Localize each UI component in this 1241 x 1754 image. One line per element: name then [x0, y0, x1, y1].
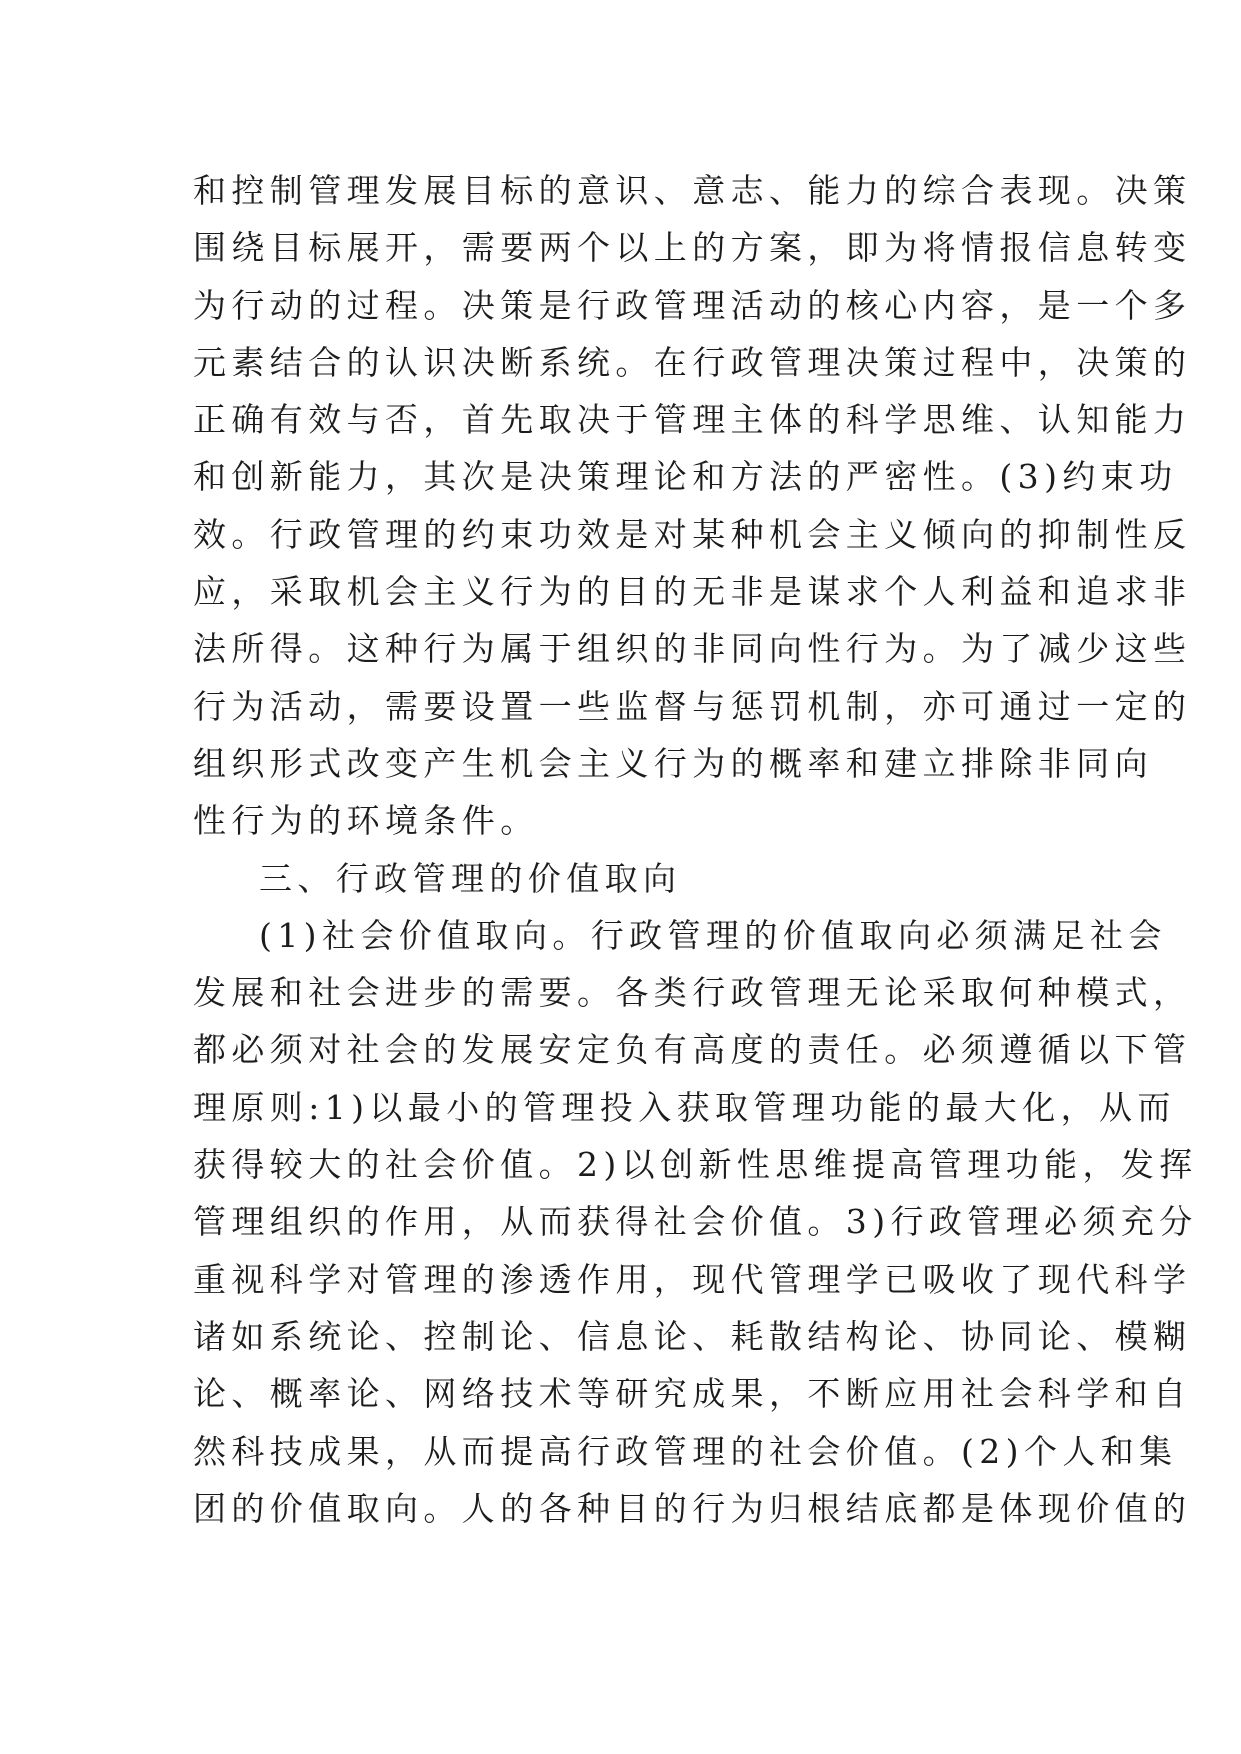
text-line: 效。行政管理的约束功效是对某种机会主义倾向的抑制性反	[193, 514, 1192, 554]
text-line: 诸如系统论、控制论、信息论、耗散结构论、协同论、模糊	[193, 1316, 1192, 1356]
text-line: 理原则:1)以最小的管理投入获取管理功能的最大化，从而	[193, 1087, 1176, 1127]
text-line: 和控制管理发展目标的意识、意志、能力的综合表现。决策	[193, 171, 1192, 210]
paragraph-decision-constraint	[193, 162, 1192, 850]
text-line: (1)社会价值取向。行政管理的价值取向必须满足社会	[259, 915, 1167, 955]
text-line: 围绕目标展开，需要两个以上的方案，即为将情报信息转变	[193, 228, 1192, 268]
text-line: 团的价值取向。人的各种目的行为归根结底都是体现价值的	[193, 1488, 1192, 1528]
text-line: 发展和社会进步的需要。各类行政管理无论采取何种模式，	[193, 973, 1192, 1013]
text-line: 和创新能力，其次是决策理论和方法的严密性。(3)约束功	[193, 457, 1178, 497]
text-line: 正确有效与否，首先取决于管理主体的科学思维、认知能力	[193, 400, 1192, 440]
text-line: 重视科学对管理的渗透作用，现代管理学已吸收了现代科学	[193, 1259, 1192, 1299]
text-line: 然科技成果，从而提高行政管理的社会价值。(2)个人和集	[193, 1431, 1178, 1471]
text-line: 为行动的过程。决策是行政管理活动的核心内容，是一个多	[193, 285, 1192, 325]
text-line: 管理组织的作用，从而获得社会价值。3)行政管理必须充分	[193, 1202, 1198, 1242]
text-line: 法所得。这种行为属于组织的非同向性行为。为了减少这些	[193, 629, 1192, 669]
section-heading: 三、行政管理的价值取向	[259, 858, 682, 898]
text-line: 行为活动，需要设置一些监督与惩罚机制，亦可通过一定的	[193, 686, 1192, 726]
text-line: 性行为的环境条件。	[193, 801, 539, 841]
text-line: 应，采取机会主义行为的目的无非是谋求个人利益和追求非	[193, 572, 1192, 612]
paragraph-value-orientation	[193, 907, 1198, 1537]
text-line: 获得较大的社会价值。2)以创新性思维提高管理功能，发挥	[193, 1145, 1198, 1185]
document-body	[193, 162, 1198, 1537]
text-line: 元素结合的认识决断系统。在行政管理决策过程中，决策的	[193, 342, 1192, 382]
text-line: 都必须对社会的发展安定负有高度的责任。必须遵循以下管	[193, 1030, 1192, 1070]
text-line: 论、概率论、网络技术等研究成果，不断应用社会科学和自	[193, 1374, 1192, 1414]
text-line: 组织形式改变产生机会主义行为的概率和建立排除非同向	[193, 743, 1153, 783]
